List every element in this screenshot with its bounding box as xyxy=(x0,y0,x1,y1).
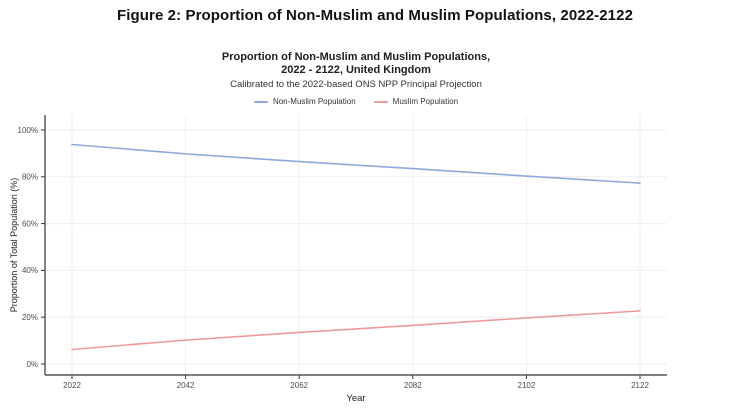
y-axis-tick-label: 100% xyxy=(17,125,38,135)
x-axis-tick-label: 2122 xyxy=(631,381,649,390)
x-axis-tick-label: 2042 xyxy=(176,381,195,390)
y-axis-tick-label: 60% xyxy=(21,219,38,229)
series-line-muslim-population xyxy=(72,311,640,350)
legend-label-muslim: Muslim Population xyxy=(392,97,459,106)
y-axis-tick-label: 80% xyxy=(21,172,38,182)
y-axis-tick-label: 20% xyxy=(21,313,38,322)
x-axis-title: Year xyxy=(346,393,366,404)
x-axis-tick-label: 2022 xyxy=(63,381,81,390)
x-axis-tick-label: 2082 xyxy=(403,381,422,390)
figure-title: Figure 2: Proportion of Non-Muslim and Muslim Populations, 2022-2122 xyxy=(116,7,634,24)
y-axis-tick-label: 40% xyxy=(21,266,38,276)
series-line-non-muslim-population xyxy=(72,145,640,184)
legend-label-non-muslim: Non-Muslim Population xyxy=(272,97,356,106)
chart-title-line-2: 2022 - 2122, United Kingdom xyxy=(281,64,431,76)
x-axis-tick-label: 2062 xyxy=(290,381,309,390)
chart-title-line-1: Proportion of Non-Muslim and Muslim Populations, xyxy=(221,51,491,63)
y-axis-tick-label: 0% xyxy=(26,359,38,369)
chart-subtitle: Calibrated to the 2022-based ONS NPP Principal Projection xyxy=(230,79,482,90)
x-axis-tick-label: 2102 xyxy=(517,381,536,390)
y-axis-title: Proportion of Total Population (%) xyxy=(9,177,19,313)
